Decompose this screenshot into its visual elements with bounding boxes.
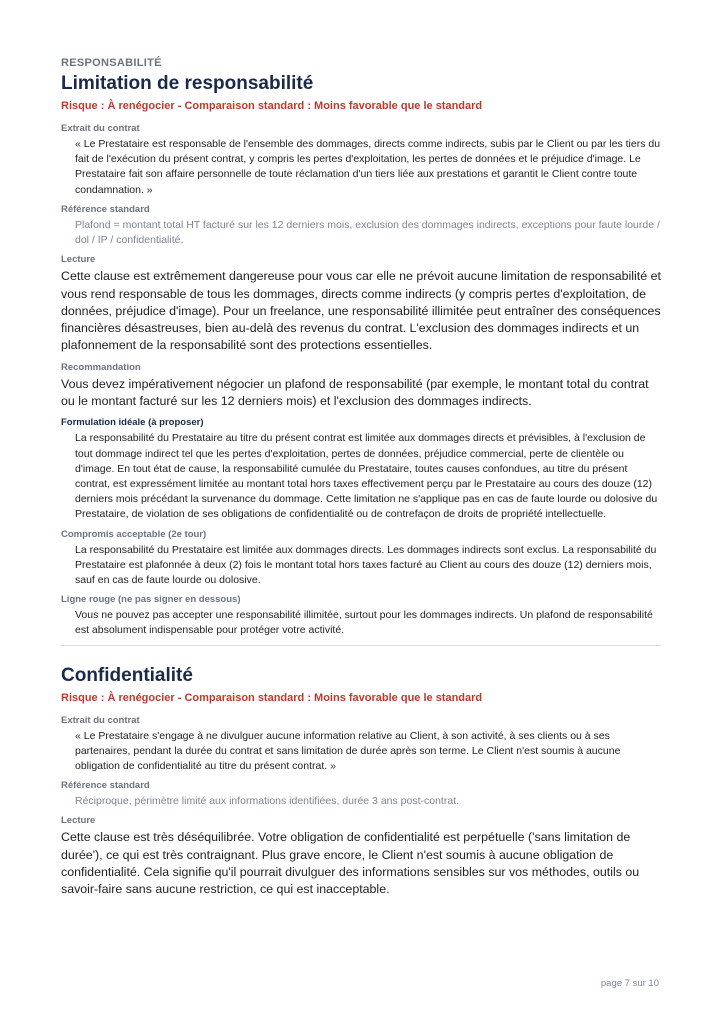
- compromise-label: Compromis acceptable (2e tour): [61, 528, 207, 540]
- reading-label: Lecture: [61, 254, 96, 266]
- recommendation-text: Vous devez impérativement négocier un plafond de responsabilité (par exemple, le montant total du contrat ou le montant facturé sur les 12 derniers mois) et l'exclusion des dommages indirects.: [61, 376, 649, 408]
- page-number: page 7 sur 10: [600, 978, 659, 989]
- redline-text: Vous ne pouvez pas accepter une responsabilité illimitée, surtout pour les dommages indirects. Un plafond de responsabilité est absolument indispensable pour protéger votre activité.: [75, 609, 653, 637]
- document-page: [61, 56, 661, 906]
- redline-label: Ligne rouge (ne pas signer en dessous): [61, 594, 241, 606]
- reading-label: Lecture: [61, 815, 96, 827]
- excerpt-text: « Le Prestataire s'engage à ne divulguer aucune information relative au Client, à son activité, à ses clients ou à ses partenaires, pendant la durée du contrat et sans limitation de durée après son terme. Le Client n'est soumis à aucune obligation de confidentialité au titre du présent contrat. »: [75, 729, 621, 772]
- risk-line: Risque : À renégocier - Comparaison standard : Moins favorable que le standard: [61, 691, 483, 704]
- excerpt-label: Extrait du contrat: [61, 123, 140, 134]
- reference-text: Plafond = montant total HT facturé sur les 12 derniers mois, exclusion des dommages indirects, exceptions pour faute lourde / dol / IP / confidentialité.: [75, 218, 660, 247]
- clause-confidentialite: [61, 664, 661, 899]
- clause-title: Limitation de responsabilité: [61, 73, 314, 94]
- compromise-text: La responsabilité du Prestataire est limitée aux dommages directs. Les dommages indirects sont exclus. La responsabilité du Prestataire est plafonnée à deux (2) fois le montant total hors taxes facturé au Client au cours des douze (12) derniers mois, sauf en cas de faute lourde ou dolosive.: [75, 543, 657, 586]
- clause-limitation: [61, 72, 661, 639]
- excerpt-text: « Le Prestataire est responsable de l'ensemble des dommages, directs comme indirects, subis par le Client ou par les tiers du fait de l'exécution du présent contrat, y compris les pertes d'exploitation, les pertes de données et le préjudice d'image. Le Prestataire fait son affaire personnelle de toute réclamation d'un tiers liée aux prestations et garantit le Client contre toute condamnation. »: [75, 138, 661, 196]
- reference-label: Référence standard: [61, 203, 150, 215]
- recommendation-label: Recommandation: [61, 361, 141, 373]
- ideal-wording-text: La responsabilité du Prestataire au titre du présent contrat est limitée aux dommages directs et prévisibles, à l'exclusion de tout dommage indirect tel que les pertes d'exploitation, pertes de données, préjudice commercial, perte de clientèle ou d'image. En tout état de cause, la responsabilité cumulée du Prestataire, toutes causes confondues, au titre du présent contrat, est expressément limitée au montant total hors taxes effectivement perçu par le Prestataire au cours des douze (12) derniers mois précédant la survenance du dommage. Cette limitation ne s'applique pas en cas de faute lourde ou dolosive du Prestataire, de violation de ses obligations de confidentialité ou de contrefaçon de droits de propriété intellectuelle.: [75, 432, 658, 521]
- ideal-wording-label: Formulation idéale (à proposer): [61, 417, 204, 429]
- reference-label: Référence standard: [61, 780, 150, 792]
- section-eyebrow: RESPONSABILITÉ: [61, 57, 162, 69]
- excerpt-label: Extrait du contrat: [61, 714, 140, 726]
- reference-text: Réciproque, périmètre limité aux informations identifiées, durée 3 ans post-contrat.: [75, 795, 460, 808]
- reading-text: Cette clause est extrêmement dangereuse pour vous car elle ne prévoit aucune limitation de responsabilité et vous rend responsable de tous les dommages, directs comme indirects (y compris pertes d'exploitation, de données, préjudice d'image). Pour un freelance, une responsabilité illimitée peut entraîner des conséquences financières désastreuses, bien au-delà des revenus du contrat. L'exclusion des dommages indirects et un plafonnement de la responsabilité sont des protections essentielles.: [61, 269, 661, 353]
- reading-text: Cette clause est très déséquilibrée. Votre obligation de confidentialité est perpétuelle ('sans limitation de durée'), ce qui est très contraignant. Plus grave encore, le Client n'est soumis à aucune obligation de confidentialité. Cela signifie qu'il pourrait divulguer des informations sensibles sur vos méthodes, outils ou savoir-faire sans aucune restriction, ce qui est inacceptable.: [61, 830, 640, 897]
- risk-line: Risque : À renégocier - Comparaison standard : Moins favorable que le standard: [61, 100, 483, 112]
- clause-title: Confidentialité: [61, 664, 193, 686]
- section-divider: [61, 645, 661, 646]
